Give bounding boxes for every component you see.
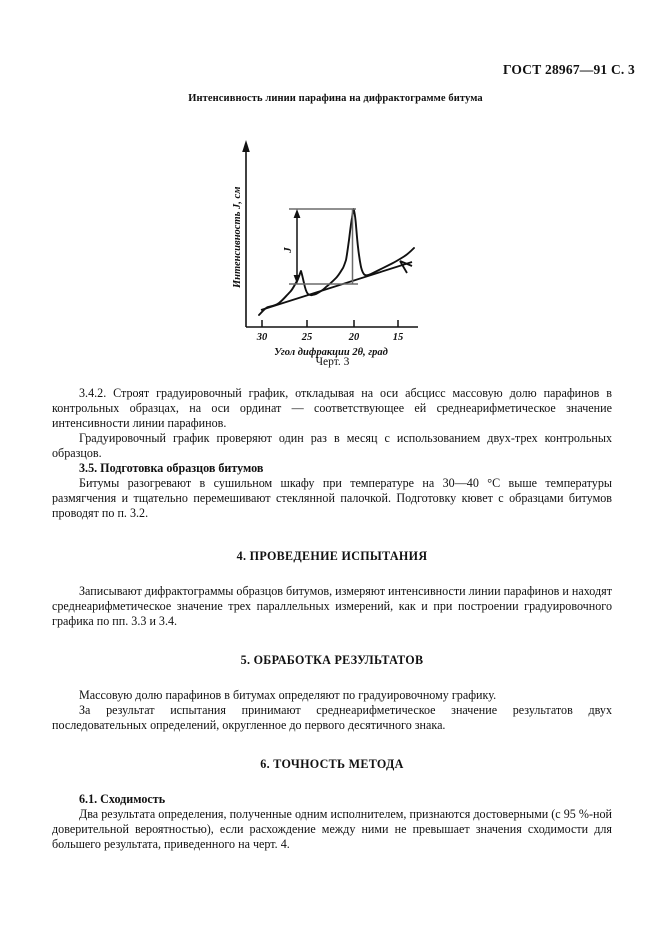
document-body — [52, 386, 612, 852]
paragraph-3-4-2: 3.4.2. Строят градуировочный график, откладывая на оси абсцисс массовую долю парафинов в контрольных образцах, на оси ординат — соответствующее ей среднеарифметическое значение интенсивности линии парафинов. — [52, 386, 612, 430]
spacer — [52, 733, 612, 757]
figure-caption: Черт. 3 — [315, 356, 350, 368]
heading-6-1: 6.1. Сходимость — [79, 792, 166, 806]
paragraph-section-5-b: За результат испытания принимают среднеарифметическое значение результатов двух последовательных определений, округленное до первого десятичного знака. — [52, 703, 612, 732]
spacer — [52, 668, 612, 688]
svg-text:15: 15 — [392, 332, 404, 343]
spacer — [52, 521, 612, 549]
heading-3-5: 3.5. Подготовка образцов битумов — [79, 461, 264, 475]
diffractogram-chart — [0, 110, 661, 360]
paragraph-6-1: Два результата определения, полученные одним исполнителем, признаются достоверными (с 95 %-ной доверительной вероятностью), если расхождение между ними не превышает значения сходимости для большего результата, приведенного на черт. 4. — [52, 807, 612, 851]
paragraph-section-4: Записывают дифрактограммы образцов битумов, измеряют интенсивности линии парафинов и находят среднеарифметическое значение трех параллельных измерений, как и при построении градуировочного графика по пп. 3.3 и 3.4. — [52, 584, 613, 628]
svg-text:30: 30 — [256, 332, 268, 343]
chart-baseline — [261, 262, 412, 310]
j-measure-label: J — [282, 247, 294, 253]
heading-section-4: 4. ПРОВЕДЕНИЕ ИСПЫТАНИЯ — [236, 549, 428, 563]
y-axis-label: Интенсивность J, см — [232, 186, 243, 288]
x-axis-label: Угол дифракции 2θ, град — [274, 347, 388, 358]
paragraph-3-5: Битумы разогревают в сушильном шкафу при температуре на 30—40 °С выше температуры размягчения и тщательно перемешивают стеклянной палочкой. Подготовку кювет с образцами битумов проводят по п. 3.2. — [52, 476, 612, 520]
heading-section-5: 5. ОБРАБОТКА РЕЗУЛЬТАТОВ — [240, 653, 424, 667]
paragraph-graph-check: Градуировочный график проверяют один раз в месяц с использованием двух-трех контрольных образцов. — [52, 431, 612, 460]
page-header-standard: ГОСТ 28967—91 С. 3 — [502, 62, 635, 77]
paragraph-section-5-a: Массовую долю парафинов в битумах определяют по градуировочному графику. — [79, 688, 497, 702]
figure-block — [0, 93, 661, 368]
heading-section-6: 6. ТОЧНОСТЬ МЕТОДА — [260, 757, 404, 771]
x-axis-tick-labels — [256, 332, 404, 343]
spacer — [52, 629, 612, 653]
spacer — [52, 772, 612, 792]
svg-text:20: 20 — [348, 332, 360, 343]
x-axis-ticks — [262, 320, 398, 327]
spacer — [52, 564, 612, 584]
chart-axes — [242, 140, 418, 327]
svg-text:25: 25 — [301, 332, 313, 343]
figure-title: Интенсивность линии парафина на дифрактограмме битума — [188, 93, 483, 104]
diffractogram-curve — [259, 209, 414, 315]
